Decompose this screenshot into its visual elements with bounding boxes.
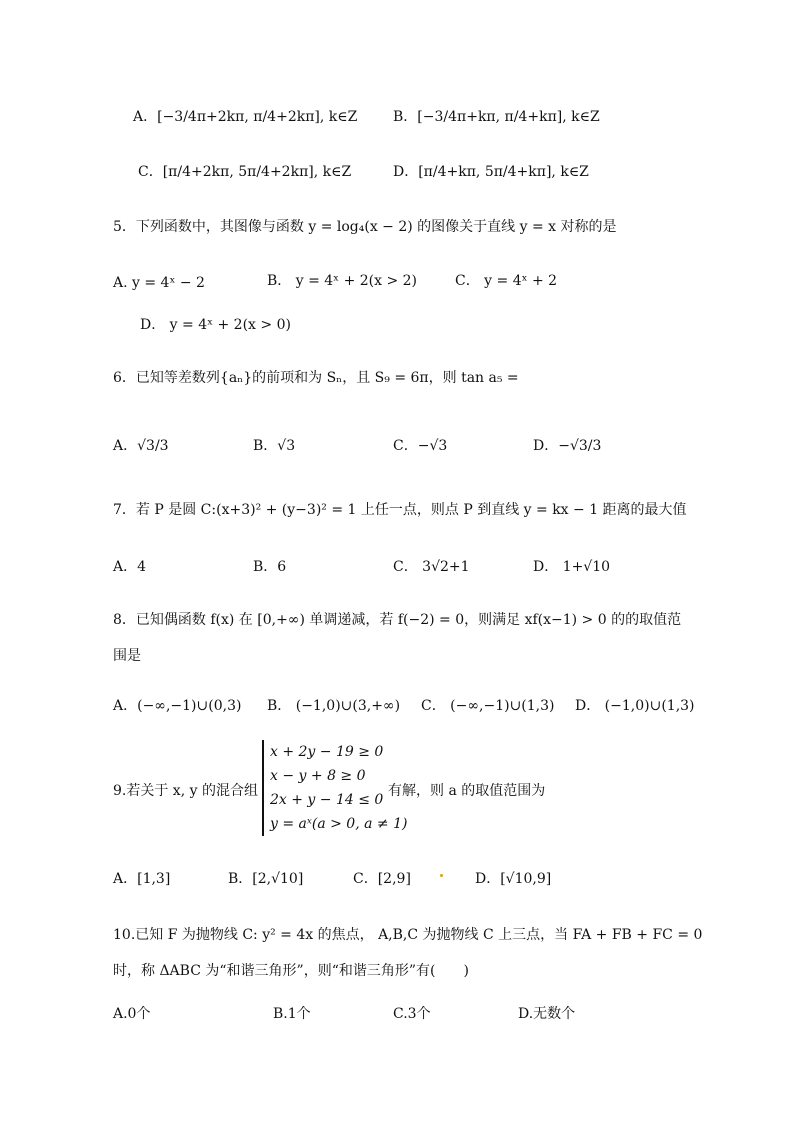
q5-stem: 5．下列函数中，其图像与函数 y = log₄(x − 2) 的图像关于直线 y = x 对称的是 — [113, 219, 617, 235]
q4-option-c: C．[π/4+2kπ, 5π/4+2kπ], k∈Z — [138, 164, 352, 180]
q7-option-d: D． 1+√10 — [533, 559, 611, 575]
orange-dot-mark — [440, 874, 443, 877]
q8-option-d: D． (−1,0)∪(1,3) — [575, 698, 695, 714]
q10-option-b: B.1个 — [273, 1006, 311, 1022]
q10-option-a: A.0个 — [113, 1006, 151, 1022]
q9-stem-pre: 9.若关于 x, y 的混合组 — [113, 783, 258, 799]
q10-stem-line1: 10.已知 F 为抛物线 C: y² = 4x 的焦点， A,B,C 为抛物线 C 上三点，当 FA + FB + FC = 0 — [113, 927, 703, 943]
q8-option-c: C． (−∞,−1)∪(1,3) — [421, 698, 555, 714]
q9-eq2: x − y + 8 ≥ 0 — [270, 768, 366, 784]
q9-eq4: y = aˣ(a > 0, a ≠ 1) — [270, 816, 408, 832]
q10-option-d: D.无数个 — [518, 1006, 576, 1022]
q6-option-d: D．−√3/3 — [533, 438, 602, 454]
q5-option-c: C． y = 4ˣ + 2 — [455, 273, 558, 289]
q9-eq3: 2x + y − 14 ≤ 0 — [270, 792, 384, 808]
q8-option-a: A．(−∞,−1)∪(0,3) — [113, 698, 242, 714]
q6-option-c: C．−√3 — [393, 438, 448, 454]
q10-stem-line2: 时，称 ΔABC 为“和谐三角形”，则“和谐三角形”有( ) — [113, 963, 469, 979]
q8-stem-line1: 8．已知偶函数 f(x) 在 [0,+∞) 单调递减，若 f(−2) = 0，则满足 xf(x−1) > 0 的的取值范 — [113, 612, 682, 628]
q7-option-a: A．4 — [113, 559, 147, 575]
q5-option-a: A. y = 4ˣ − 2 — [113, 275, 205, 291]
q8-stem-line2: 围是 — [113, 648, 141, 664]
q7-option-c: C． 3√2+1 — [393, 559, 470, 575]
q9-eq1: x + 2y − 19 ≥ 0 — [270, 744, 384, 760]
q9-option-a: A．[1,3] — [113, 871, 171, 887]
q6-stem: 6．已知等差数列{aₙ}的前项和为 Sₙ，且 S₉ = 6π，则 tan a₅ = — [113, 370, 519, 386]
q5-option-d: D． y = 4ˣ + 2(x > 0) — [140, 317, 291, 333]
q6-option-a: A．√3/3 — [113, 438, 169, 454]
q6-option-b: B．√3 — [253, 438, 296, 454]
q9-system-of-inequalities — [262, 740, 407, 836]
q5-option-b: B． y = 4ˣ + 2(x > 2) — [267, 273, 418, 289]
q8-option-b: B． (−1,0)∪(3,+∞) — [267, 698, 401, 714]
q9-option-b: B．[2,√10] — [228, 871, 304, 887]
q9-option-c: C．[2,9] — [353, 871, 411, 887]
q7-stem: 7．若 P 是圆 C:(x+3)² + (y−3)² = 1 上任一点，则点 P 到直线 y = kx − 1 距离的最大值 — [113, 502, 687, 518]
q9-stem-post: 有解，则 a 的取值范围为 — [388, 783, 546, 799]
q10-option-c: C.3个 — [393, 1006, 431, 1022]
q9-option-d: D．[√10,9] — [475, 871, 552, 887]
q4-option-a: A．[−3/4π+2kπ, π/4+2kπ], k∈Z — [133, 109, 358, 125]
q4-option-d: D．[π/4+kπ, 5π/4+kπ], k∈Z — [393, 164, 589, 180]
q4-option-b: B．[−3/4π+kπ, π/4+kπ], k∈Z — [393, 109, 600, 125]
q7-option-b: B．6 — [253, 559, 287, 575]
